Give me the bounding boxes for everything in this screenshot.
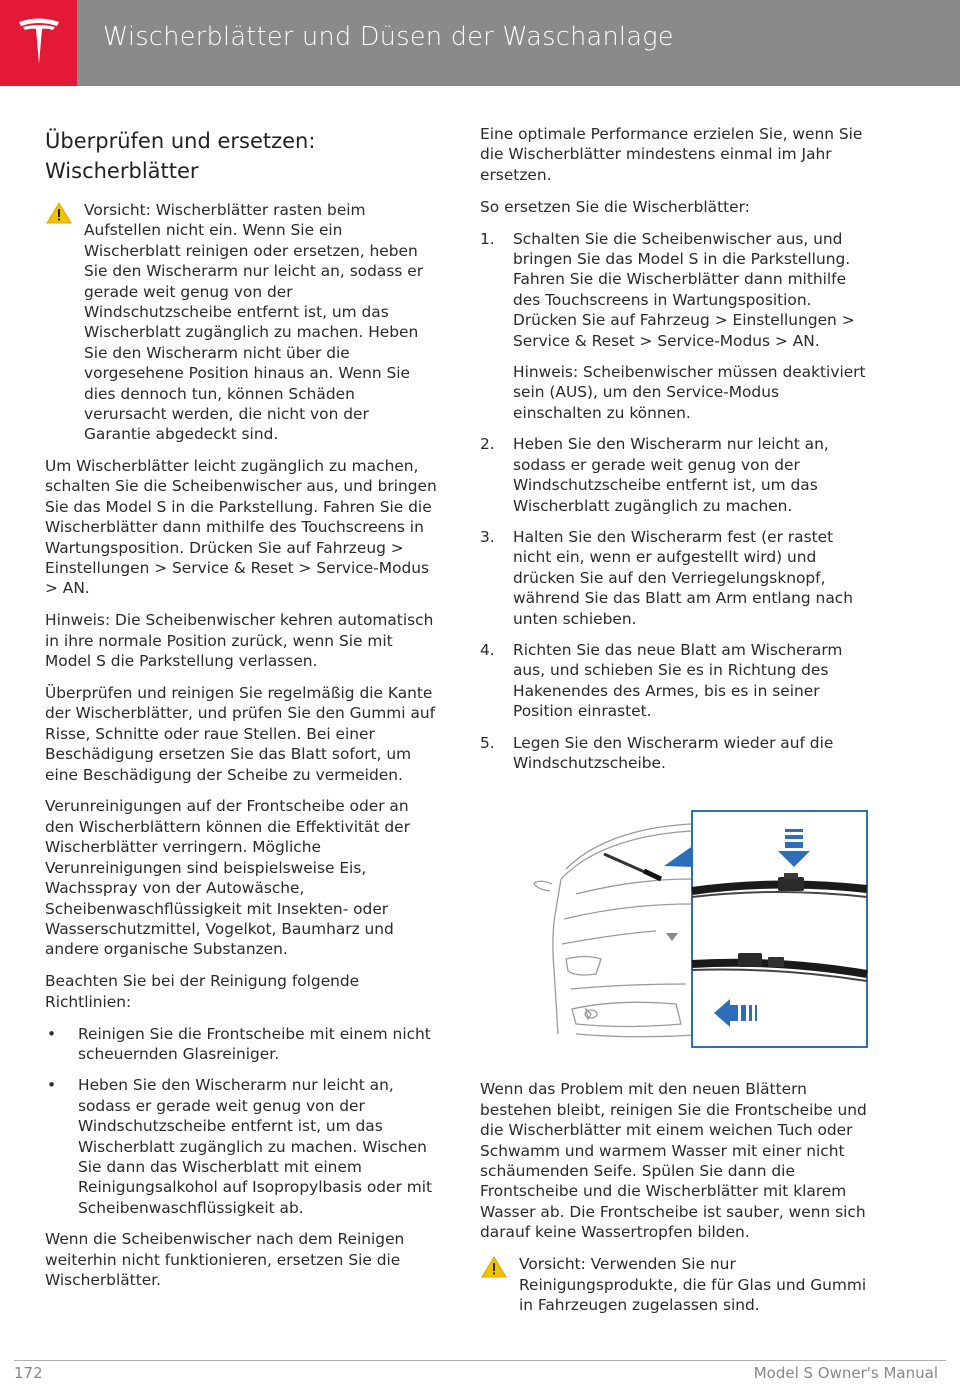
caution-note (480, 1254, 872, 1315)
list-item-text: Reinigen Sie die Frontscheibe mit einem nicht scheuernden Glasreiniger. (78, 1024, 431, 1063)
step-item (480, 733, 872, 774)
step-text: Schalten Sie die Scheibenwischer aus, und bringen Sie das Model S in die Parkstellung. Fahren Sie die Wischerblätter dann mithilfe des Touchscreens in Wartungsposition. Drücken Sie auf Fahrzeug > Einstellungen > Service & Reset > Service-Modus > AN. (513, 229, 855, 350)
car-logo-mark (666, 933, 678, 941)
paragraph: Eine optimale Performance erzielen Sie, wenn Sie die Wischerblätter mindestens einmal im Jahr ersetzen. (480, 125, 863, 184)
step-note: Hinweis: Scheibenwischer müssen deaktiviert sein (AUS), um den Service-Modus einschalten zu können. (513, 363, 866, 422)
section-heading (45, 126, 440, 186)
step-number: 5. (480, 733, 495, 752)
list-item-text: Heben Sie den Wischerarm nur leicht an, sodass er gerade weit genug von der Windschutzscheibe entfernt ist, um das Wischerblatt zugänglich zu machen. Wischen Sie dann das Wischerblatt mit einem Reinigungsalkohol auf Isopropylbasis oder mit Scheibenwaschflüssigkeit ab. (78, 1076, 433, 1217)
windshield-wiper (604, 854, 661, 879)
wiper-diagram (516, 809, 868, 1049)
step-number: 1. (480, 229, 495, 248)
callout-pointer (664, 845, 694, 867)
section-heading-line1: Überprüfen und ersetzen: (45, 129, 316, 153)
paragraph: Wenn die Scheibenwischer nach dem Reinigen weiterhin nicht funktionieren, ersetzen Sie die Wischerblätter. (45, 1230, 405, 1289)
list-item (45, 1024, 440, 1065)
paragraph: Hinweis: Die Scheibenwischer kehren automatisch in ihre normale Position zurück, wenn Sie mit Model S die Parkstellung verlassen. (45, 611, 434, 671)
step-text: Heben Sie den Wischerarm nur leicht an, sodass er gerade weit genug von der Windschutzscheibe entfernt ist, um das Wischerblatt zugänglich zu machen. (513, 435, 829, 515)
caution-text: Vorsicht: Wischerblätter rasten beim Aufstellen nicht ein. Wenn Sie ein Wischerblatt reinigen oder ersetzen, heben Sie den Wischerarm nur leicht an, sodass er gerade weit genug von der Windschutzscheibe entfernt ist, um das Wischerblatt zugänglich zu machen. Heben Sie den Wischerarm nicht über die vorgesehene Position hinaus an. Wenn Sie dies dennoch tun, können Schäden verursacht werden, die nicht von der Garantie abgedeckt sind. (84, 201, 424, 444)
warning-triangle-icon (46, 202, 72, 224)
manual-title: Model S Owner's Manual (753, 1364, 938, 1382)
warning-triangle-icon (481, 1256, 507, 1278)
paragraph: So ersetzen Sie die Wischerblätter: (480, 197, 750, 216)
paragraph: Verunreinigungen auf der Frontscheibe oder an den Wischerblättern können die Effektivität der Wischerblätter verringern. Mögliche Verunreinigungen sind beispielsweise Eis, Wachsspray von der Autowäsche, Scheibenwaschflüssigkeit mit Insekten- oder Wasserschutzmittel, Vogelkot, Baumharz und andere organische Substanzen. (45, 797, 410, 959)
page-number: 172 (14, 1364, 43, 1382)
bullet-icon: • (47, 1024, 57, 1043)
step-text: Richten Sie das neue Blatt am Wischerarm aus, und schieben Sie es in Richtung des Hakenendes des Armes, bis es in seiner Position einrastet. (513, 640, 843, 721)
step-item (480, 640, 872, 722)
caution-text: Vorsicht: Verwenden Sie nur Reinigungsprodukte, die für Glas und Gummi in Fahrzeugen zugelassen sind. (519, 1255, 867, 1314)
step-number: 4. (480, 640, 495, 659)
step-text: Legen Sie den Wischerarm wieder auf die Windschutzscheibe. (513, 733, 834, 772)
footer-divider (14, 1360, 946, 1361)
tesla-logo-icon (16, 16, 62, 70)
left-column (45, 124, 440, 1302)
step-number: 2. (480, 435, 495, 454)
step-number: 3. (480, 527, 495, 546)
bullet-icon: • (47, 1076, 57, 1095)
paragraph: Beachten Sie bei der Reinigung folgende Richtlinien: (45, 972, 360, 1011)
step-item (480, 434, 872, 516)
page-header (0, 0, 960, 86)
step-text: Halten Sie den Wischerarm fest (er rastet nicht ein, wenn er aufgestellt wird) und drücken Sie auf den Verriegelungsknopf, während Sie das Blatt am Arm entlang nach unten schieben. (513, 527, 853, 628)
page-title: Wischerblätter und Düsen der Waschanlage (103, 22, 674, 52)
list-item (45, 1075, 440, 1218)
caution-note (45, 200, 440, 445)
step-item (480, 229, 872, 424)
section-heading-line2: Wischerblätter (45, 159, 199, 183)
car-outline (534, 824, 696, 1037)
paragraph: Überprüfen und reinigen Sie regelmäßig die Kante der Wischerblätter, und prüfen Sie den Gummi auf Risse, Schnitte oder raue Stellen. Bei einer Beschädigung ersetzen Sie das Blatt sofort, um eine Beschädigung der Scheibe zu vermeiden. (45, 683, 436, 784)
tesla-logo (0, 0, 77, 86)
wiper-illustration (516, 809, 868, 1049)
right-column (480, 124, 872, 1326)
paragraph: Um Wischerblätter leicht zugänglich zu machen, schalten Sie die Scheibenwischer aus, und bringen Sie das Model S in die Parkstellung. Fahren Sie die Wischerblätter dann mithilfe des Touchscreens in Wartungsposition. Drücken Sie auf Fahrzeug > Einstellungen > Service & Reset > Service-Modus > AN. (45, 456, 437, 598)
paragraph: Wenn das Problem mit den neuen Blättern bestehen bleibt, reinigen Sie die Frontscheibe und die Wischerblätter mit einem weichen Tuch oder Schwamm und warmem Wasser mit einer nicht schäumenden Seife. Spülen Sie dann die Frontscheibe und die Wischerblätter mit klarem Wasser ab. Die Frontscheibe ist sauber, wenn sich darauf keine Wassertropfen bilden. (480, 1080, 867, 1242)
step-item (480, 527, 872, 629)
